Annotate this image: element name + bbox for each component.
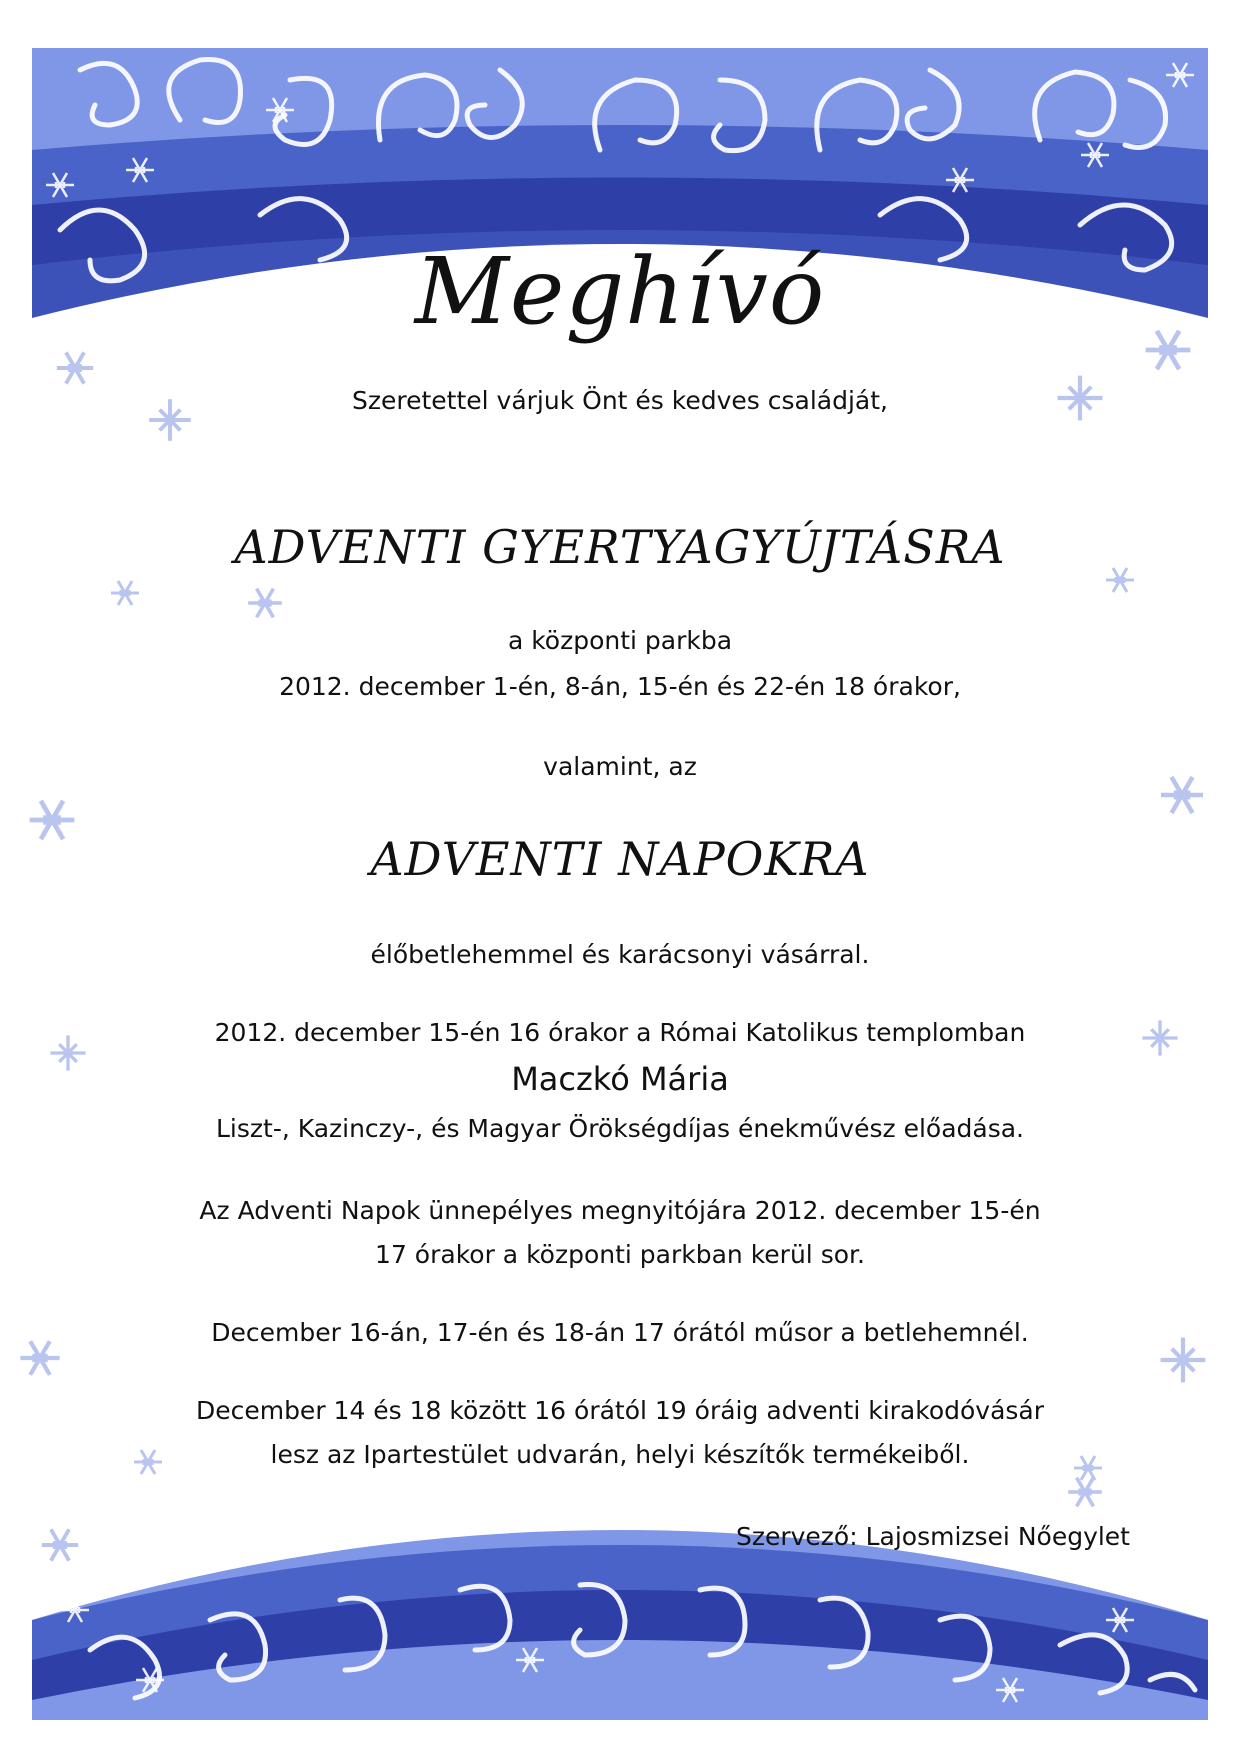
opening-line-2: 17 órakor a központi parkban kerül sor. <box>375 1240 865 1269</box>
concert-line: 2012. december 15-én 16 órakor a Római Katolikus templomban <box>214 1018 1026 1047</box>
event-place: a központi parkba <box>507 626 733 655</box>
performer-description: Liszt-, Kazinczy-, és Magyar Örökségdíjas énekművész előadása. <box>216 1114 1024 1143</box>
event-heading-advent-days: ADVENTI NAPOKRA <box>370 832 870 886</box>
organizer-signature: Szervező: Lajosmizsei Nőegylet <box>735 1522 1130 1551</box>
event-dates: 2012. december 1-én, 8-án, 15-én és 22-én 18 órakor, <box>279 672 961 701</box>
performer-name: Maczkó Mária <box>511 1060 729 1098</box>
market-line-1: December 14 és 18 között 16 órától 19 óráig adventi kirakodóvásár <box>195 1396 1045 1425</box>
connector-text: valamint, az <box>543 752 697 781</box>
invitation-title: Meghívó <box>414 238 826 345</box>
program-line: December 16-án, 17-én és 18-án 17 órától műsor a betlehemnél. <box>211 1318 1029 1347</box>
market-line-2: lesz az Ipartestület udvarán, helyi készítők termékeiből. <box>270 1440 970 1469</box>
opening-line-1: Az Adventi Napok ünnepélyes megnyitójára 2012. december 15-én <box>199 1196 1041 1225</box>
event-subtitle: élőbetlehemmel és karácsonyi vásárral. <box>370 940 870 969</box>
greeting-line: Szeretettel várjuk Önt és kedves családját, <box>352 386 888 415</box>
event-heading-candle-lighting: ADVENTI GYERTYAGYÚJTÁSRA <box>234 520 1006 574</box>
